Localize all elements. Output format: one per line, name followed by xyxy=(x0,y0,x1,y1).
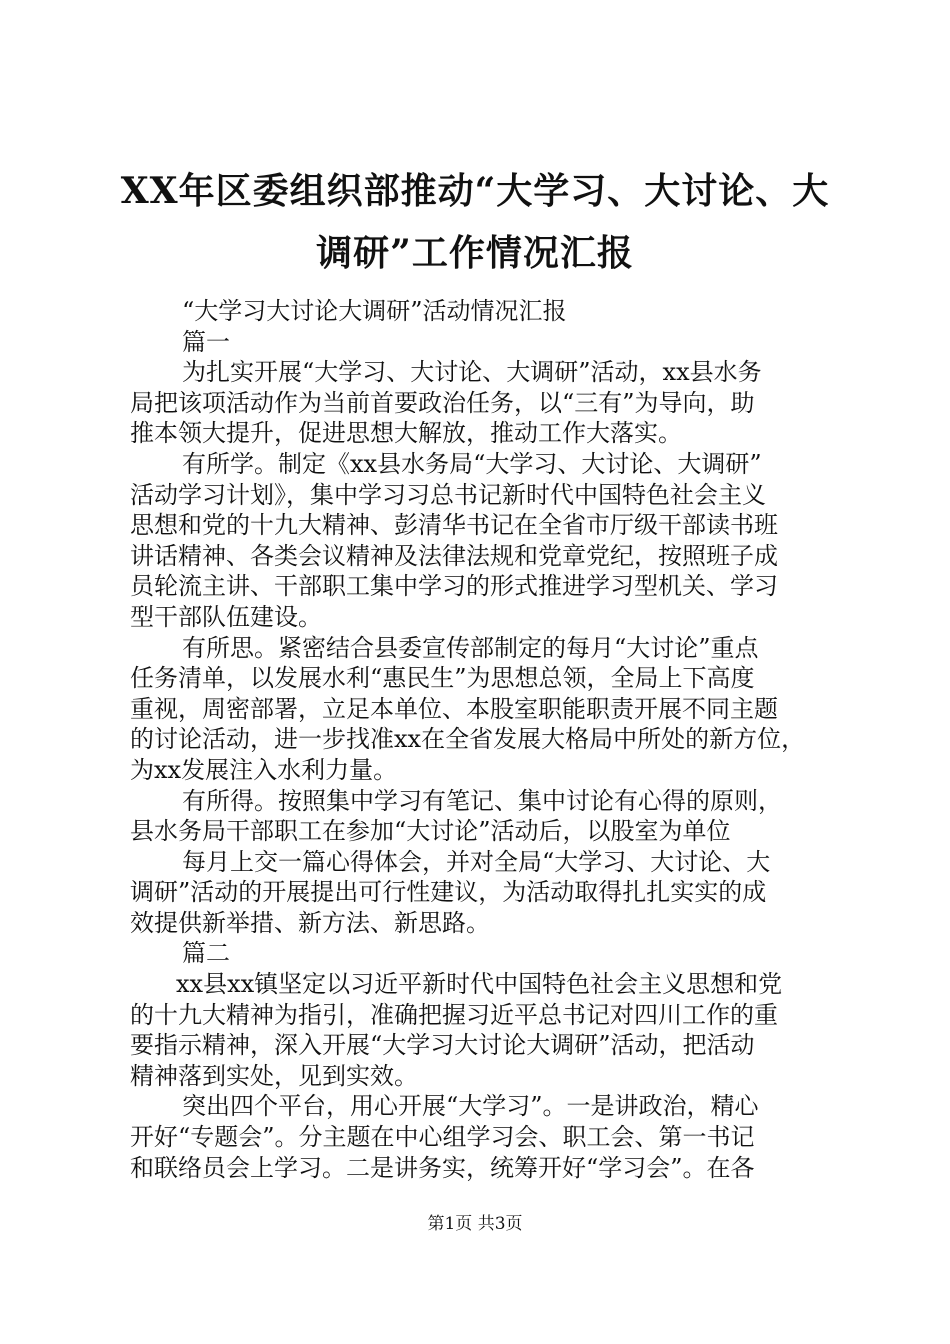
paragraph-line: 活动学习计划》，集中学习习总书记新时代中国特色社会主义 xyxy=(130,480,766,509)
paragraph-line: 重视，周密部署，立足本单位、本股室职能职责开展不同主题 xyxy=(130,694,778,723)
page-footer: 第1页 共3页 xyxy=(427,1214,523,1234)
paragraph-line: 型干部队伍建设。 xyxy=(130,602,322,631)
title-line-1: XX年区委组织部推动“大学习、大讨论、大 xyxy=(120,170,830,212)
document-body xyxy=(130,296,830,1183)
paragraph-line: 调研”活动的开展提出可行性建议，为活动取得扎扎实实的成 xyxy=(130,878,767,907)
paragraph-line: 要指示精神，深入开展“大学习大讨论大调研”活动，把活动 xyxy=(130,1031,755,1060)
paragraph-line: 有所得。按照集中学习有笔记、集中讨论有心得的原则， xyxy=(182,786,782,815)
title-line-2: 调研”工作情况汇报 xyxy=(316,232,634,274)
paragraph-line: xx县xx镇坚定以习近平新时代中国特色社会主义思想和党 xyxy=(176,970,783,999)
paragraph-line: 篇二 xyxy=(182,939,230,968)
paragraph-line: 的十九大精神为指引，准确把握习近平总书记对四川工作的重 xyxy=(130,1000,778,1029)
document-title xyxy=(120,160,830,284)
paragraph-line: 和联络员会上学习。二是讲务实，统筹开好“学习会”。在各 xyxy=(130,1153,755,1182)
paragraph-line: 员轮流主讲、干部职工集中学习的形式推进学习型机关、学习 xyxy=(130,572,778,601)
paragraph-line: 任务清单，以发展水利“惠民生”为思想总领，全局上下高度 xyxy=(130,664,755,693)
paragraph-line: 有所学。制定《xx县水务局“大学习、大讨论、大调研” xyxy=(182,449,762,478)
paragraph-line: 为xx发展注入水利力量。 xyxy=(130,755,398,784)
paragraph-line: 精神落到实处，见到实效。 xyxy=(130,1061,418,1090)
paragraph-line: 篇一 xyxy=(182,327,230,356)
paragraph-line: 开好“专题会”。分主题在中心组学习会、职工会、第一书记 xyxy=(130,1123,755,1152)
paragraph-line: 效提供新举措、新方法、新思路。 xyxy=(130,908,490,937)
paragraph-line: 思想和党的十九大精神、彭清华书记在全省市厅级干部读书班 xyxy=(130,511,778,540)
paragraph-line: 局把该项活动作为当前首要政治任务，以“三有”为导向，助 xyxy=(130,388,755,417)
paragraph-line: 县水务局干部职工在参加“大讨论”活动后，以股室为单位 xyxy=(130,817,731,846)
paragraph-line: 讲话精神、各类会议精神及法律法规和党章党纪，按照班子成 xyxy=(130,541,778,570)
paragraph-line: 推本领大提升，促进思想大解放，推动工作大落实。 xyxy=(130,419,682,448)
paragraph-line: 为扎实开展“大学习、大讨论、大调研”活动，xx县水务 xyxy=(182,358,762,387)
paragraph-line: 每月上交一篇心得体会，并对全局“大学习、大讨论、大 xyxy=(182,847,771,876)
paragraph-line: “大学习大讨论大调研”活动情况汇报 xyxy=(182,297,567,325)
paragraph-line: 有所思。紧密结合县委宣传部制定的每月“大讨论”重点 xyxy=(182,633,759,662)
paragraph-line: 的讨论活动，进一步找准xx在全省发展大格局中所处的新方位， xyxy=(130,725,806,754)
paragraph-line: 突出四个平台，用心开展“大学习”。一是讲政治，精心 xyxy=(182,1092,759,1121)
